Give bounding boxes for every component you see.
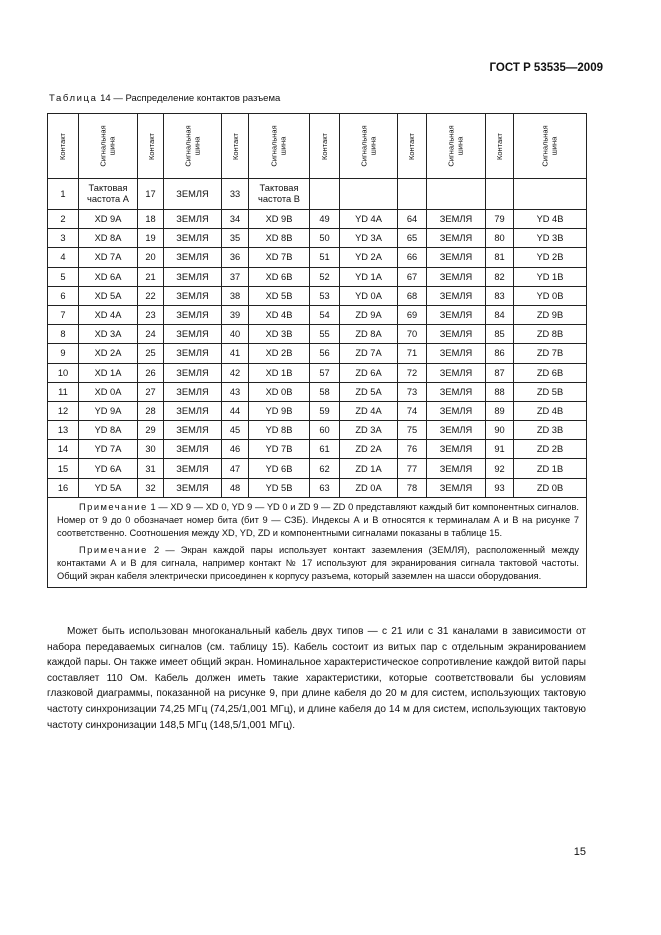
contact-cell: 47 <box>222 459 249 478</box>
signal-cell: YD 7B <box>249 440 310 459</box>
signal-cell: ZD 1A <box>340 459 398 478</box>
contact-cell: 14 <box>48 440 79 459</box>
contact-cell: 89 <box>486 401 514 420</box>
signal-cell: YD 3B <box>514 229 587 248</box>
table-row <box>48 363 587 382</box>
header-contact <box>48 114 79 179</box>
contact-cell: 58 <box>310 382 340 401</box>
signal-cell: ZD 0B <box>514 478 587 497</box>
signal-cell: ZD 7A <box>340 344 398 363</box>
contact-cell: 72 <box>398 363 427 382</box>
contact-cell: 49 <box>310 210 340 229</box>
signal-cell: XD 8A <box>79 229 138 248</box>
signal-cell: ЗЕМЛЯ <box>427 382 486 401</box>
header-signal-bus <box>340 114 398 179</box>
contact-cell: 92 <box>486 459 514 478</box>
contact-cell: 27 <box>138 382 164 401</box>
header-contact <box>486 114 514 179</box>
signal-cell: ЗЕМЛЯ <box>427 478 486 497</box>
signal-cell: ЗЕМЛЯ <box>427 421 486 440</box>
header-signal-bus <box>427 114 486 179</box>
header-contact <box>310 114 340 179</box>
header-signal-bus <box>79 114 138 179</box>
signal-cell: ЗЕМЛЯ <box>164 248 222 267</box>
table-row <box>48 210 587 229</box>
contact-cell <box>486 179 514 210</box>
header-signal-bus <box>514 114 587 179</box>
caption-title: — Распределение контактов разъема <box>113 93 281 104</box>
contact-cell: 39 <box>222 305 249 324</box>
contact-cell: 37 <box>222 267 249 286</box>
signal-cell: ЗЕМЛЯ <box>427 363 486 382</box>
header-contact <box>222 114 249 179</box>
header-signal-bus <box>164 114 222 179</box>
signal-cell: XD 7B <box>249 248 310 267</box>
table-row <box>48 286 587 305</box>
signal-cell: XD 9A <box>79 210 138 229</box>
contact-cell: 11 <box>48 382 79 401</box>
header-label: Сигнальная шина <box>541 125 559 167</box>
contact-cell: 64 <box>398 210 427 229</box>
signal-cell: ЗЕМЛЯ <box>427 305 486 324</box>
contact-cell <box>398 179 427 210</box>
signal-cell: YD 7A <box>79 440 138 459</box>
signal-cell: ЗЕМЛЯ <box>164 267 222 286</box>
signal-cell: XD 7A <box>79 248 138 267</box>
signal-cell: ЗЕМЛЯ <box>164 363 222 382</box>
signal-cell: ZD 5A <box>340 382 398 401</box>
contact-cell: 81 <box>486 248 514 267</box>
contact-cell: 4 <box>48 248 79 267</box>
contact-cell: 21 <box>138 267 164 286</box>
table-row <box>48 229 587 248</box>
table-row <box>48 325 587 344</box>
note-1-label: Примечание <box>79 501 148 512</box>
signal-cell: YD 2B <box>514 248 587 267</box>
contact-cell <box>310 179 340 210</box>
contact-cell: 61 <box>310 440 340 459</box>
table-row <box>48 478 587 497</box>
contact-cell: 85 <box>486 325 514 344</box>
contact-cell: 55 <box>310 325 340 344</box>
signal-cell: YD 9A <box>79 401 138 420</box>
note-2-label: Примечание <box>79 544 148 555</box>
contact-cell: 6 <box>48 286 79 305</box>
contact-cell: 67 <box>398 267 427 286</box>
signal-cell: XD 3B <box>249 325 310 344</box>
signal-cell: ЗЕМЛЯ <box>164 401 222 420</box>
signal-cell: ZD 5B <box>514 382 587 401</box>
signal-cell: ЗЕМЛЯ <box>427 286 486 305</box>
signal-cell: YD 4B <box>514 210 587 229</box>
signal-cell: ЗЕМЛЯ <box>427 325 486 344</box>
signal-cell: XD 0A <box>79 382 138 401</box>
contact-cell: 76 <box>398 440 427 459</box>
contact-cell: 90 <box>486 421 514 440</box>
contact-cell: 80 <box>486 229 514 248</box>
signal-cell: YD 4A <box>340 210 398 229</box>
table-caption <box>49 93 280 104</box>
signal-cell: Тактовая частота А <box>79 179 138 210</box>
header-signal-bus <box>249 114 310 179</box>
contact-cell: 23 <box>138 305 164 324</box>
signal-cell: ЗЕМЛЯ <box>427 459 486 478</box>
signal-cell: XD 4A <box>79 305 138 324</box>
signal-cell: YD 8A <box>79 421 138 440</box>
header-contact <box>138 114 164 179</box>
header-label: Контакт <box>319 132 329 161</box>
caption-prefix: Таблица <box>49 93 98 104</box>
signal-cell: XD 2A <box>79 344 138 363</box>
signal-cell: XD 8B <box>249 229 310 248</box>
signal-cell: ЗЕМЛЯ <box>164 325 222 344</box>
contact-cell: 83 <box>486 286 514 305</box>
contact-cell: 32 <box>138 478 164 497</box>
header-label: Контакт <box>495 132 505 161</box>
contact-cell: 73 <box>398 382 427 401</box>
contact-cell: 87 <box>486 363 514 382</box>
contact-cell: 48 <box>222 478 249 497</box>
signal-cell: ЗЕМЛЯ <box>427 229 486 248</box>
signal-cell: ZD 8A <box>340 325 398 344</box>
page-number: 15 <box>573 846 586 858</box>
contact-cell: 82 <box>486 267 514 286</box>
signal-cell: YD 5A <box>79 478 138 497</box>
signal-cell: ЗЕМЛЯ <box>164 421 222 440</box>
signal-cell: ZD 0A <box>340 478 398 497</box>
signal-cell: ЗЕМЛЯ <box>164 229 222 248</box>
contact-cell: 35 <box>222 229 249 248</box>
signal-cell: ЗЕМЛЯ <box>164 478 222 497</box>
contact-cell: 51 <box>310 248 340 267</box>
signal-cell: ZD 6B <box>514 363 587 382</box>
table-notes <box>48 497 587 587</box>
signal-cell: ZD 7B <box>514 344 587 363</box>
signal-cell: ЗЕМЛЯ <box>164 179 222 210</box>
contact-cell: 41 <box>222 344 249 363</box>
contact-cell: 13 <box>48 421 79 440</box>
signal-cell <box>340 179 398 210</box>
signal-cell: XD 5B <box>249 286 310 305</box>
contact-cell: 75 <box>398 421 427 440</box>
signal-cell: YD 5B <box>249 478 310 497</box>
contact-cell: 86 <box>486 344 514 363</box>
contact-cell: 36 <box>222 248 249 267</box>
contact-cell: 5 <box>48 267 79 286</box>
signal-cell: ЗЕМЛЯ <box>427 267 486 286</box>
signal-cell: ЗЕМЛЯ <box>427 344 486 363</box>
contact-cell: 65 <box>398 229 427 248</box>
note-1 <box>57 501 579 540</box>
contact-cell: 93 <box>486 478 514 497</box>
signal-cell <box>427 179 486 210</box>
contact-cell: 68 <box>398 286 427 305</box>
header-contact <box>398 114 427 179</box>
contact-cell: 57 <box>310 363 340 382</box>
signal-cell: YD 6B <box>249 459 310 478</box>
table-row <box>48 401 587 420</box>
signal-cell: ЗЕМЛЯ <box>164 344 222 363</box>
table-row <box>48 344 587 363</box>
signal-cell: YD 9B <box>249 401 310 420</box>
standard-number: ГОСТ Р 53535—2009 <box>489 62 603 74</box>
table-row <box>48 459 587 478</box>
contact-cell: 88 <box>486 382 514 401</box>
signal-cell: ZD 8B <box>514 325 587 344</box>
signal-cell: ЗЕМЛЯ <box>164 210 222 229</box>
signal-cell: YD 6A <box>79 459 138 478</box>
contact-cell: 50 <box>310 229 340 248</box>
signal-cell: YD 1B <box>514 267 587 286</box>
contact-cell: 79 <box>486 210 514 229</box>
contact-cell: 3 <box>48 229 79 248</box>
signal-cell: ZD 6A <box>340 363 398 382</box>
signal-cell: ZD 4B <box>514 401 587 420</box>
header-label: Сигнальная шина <box>99 125 117 167</box>
contact-cell: 60 <box>310 421 340 440</box>
contact-cell: 18 <box>138 210 164 229</box>
table-header <box>48 114 587 179</box>
table-body <box>48 179 587 498</box>
signal-cell: ЗЕМЛЯ <box>427 440 486 459</box>
contact-cell: 30 <box>138 440 164 459</box>
signal-cell: ЗЕМЛЯ <box>164 382 222 401</box>
contact-cell: 28 <box>138 401 164 420</box>
contact-cell: 59 <box>310 401 340 420</box>
signal-cell: ЗЕМЛЯ <box>164 286 222 305</box>
signal-cell: YD 0B <box>514 286 587 305</box>
signal-cell: ZD 3A <box>340 421 398 440</box>
header-label: Сигнальная шина <box>183 125 202 167</box>
signal-cell: ЗЕМЛЯ <box>427 248 486 267</box>
signal-cell: ЗЕМЛЯ <box>164 305 222 324</box>
contact-cell: 26 <box>138 363 164 382</box>
contact-cell: 17 <box>138 179 164 210</box>
contact-cell: 84 <box>486 305 514 324</box>
table-row <box>48 421 587 440</box>
signal-cell: XD 0B <box>249 382 310 401</box>
contact-cell: 15 <box>48 459 79 478</box>
signal-cell: XD 2B <box>249 344 310 363</box>
signal-cell: ZD 4A <box>340 401 398 420</box>
signal-cell: XD 9B <box>249 210 310 229</box>
contact-cell: 63 <box>310 478 340 497</box>
contact-cell: 10 <box>48 363 79 382</box>
contact-cell: 53 <box>310 286 340 305</box>
contact-cell: 38 <box>222 286 249 305</box>
header-label: Контакт <box>407 132 417 161</box>
signal-cell: ZD 9B <box>514 305 587 324</box>
table-row <box>48 248 587 267</box>
header-label: Сигнальная шина <box>359 125 378 167</box>
signal-cell: XD 5A <box>79 286 138 305</box>
signal-cell: YD 2A <box>340 248 398 267</box>
contact-cell: 24 <box>138 325 164 344</box>
table-row <box>48 382 587 401</box>
contact-cell: 12 <box>48 401 79 420</box>
contact-cell: 56 <box>310 344 340 363</box>
contact-cell: 40 <box>222 325 249 344</box>
caption-number: 14 <box>100 93 111 104</box>
signal-cell <box>514 179 587 210</box>
contact-cell: 78 <box>398 478 427 497</box>
header-row <box>48 114 587 179</box>
signal-cell: XD 1B <box>249 363 310 382</box>
header-label: Контакт <box>58 132 68 161</box>
signal-cell: ZD 3B <box>514 421 587 440</box>
contact-cell: 20 <box>138 248 164 267</box>
contact-cell: 22 <box>138 286 164 305</box>
contact-cell: 54 <box>310 305 340 324</box>
contact-cell: 46 <box>222 440 249 459</box>
contact-cell: 70 <box>398 325 427 344</box>
contact-cell: 16 <box>48 478 79 497</box>
body-paragraph: Может быть использован многоканальный кабель двух типов — с 21 или с 31 каналами в зависимости от набора передаваемых сигналов (см. таблицу 15). Кабель состоит из витых пар с отдельным экранированием каждой пары. Он также имеет общий экран. Номинальное характеристическое сопротивление каждой витой пары составляет 110 Ом. Кабель должен иметь такие характеристики, которые соответствовали бы условиям глазковой диаграммы, показанной на рисунке 9, при длине кабеля до 20 м для систем, использующих тактовую частоту синхронизации 74,25 МГц (74,25/1,001 МГц), и длине кабеля до 14 м для систем, использующих тактовую частоту синхронизации 148,5 МГц (148,5/1,001 МГц). <box>47 626 586 731</box>
signal-cell: XD 1A <box>79 363 138 382</box>
contact-cell: 25 <box>138 344 164 363</box>
signal-cell: ZD 2A <box>340 440 398 459</box>
contact-cell: 62 <box>310 459 340 478</box>
contact-cell: 8 <box>48 325 79 344</box>
signal-cell: XD 6A <box>79 267 138 286</box>
contact-cell: 7 <box>48 305 79 324</box>
contact-cell: 77 <box>398 459 427 478</box>
contact-cell: 91 <box>486 440 514 459</box>
contact-cell: 74 <box>398 401 427 420</box>
signal-cell: ЗЕМЛЯ <box>164 440 222 459</box>
contact-cell: 31 <box>138 459 164 478</box>
signal-cell: ЗЕМЛЯ <box>427 401 486 420</box>
contact-cell: 19 <box>138 229 164 248</box>
table-row <box>48 440 587 459</box>
contact-cell: 52 <box>310 267 340 286</box>
signal-cell: YD 1A <box>340 267 398 286</box>
contact-cell: 43 <box>222 382 249 401</box>
contact-cell: 34 <box>222 210 249 229</box>
contact-cell: 44 <box>222 401 249 420</box>
signal-cell: YD 8B <box>249 421 310 440</box>
signal-cell: ЗЕМЛЯ <box>427 210 486 229</box>
signal-cell: ZD 1B <box>514 459 587 478</box>
signal-cell: YD 3A <box>340 229 398 248</box>
table-row <box>48 179 587 210</box>
contact-cell: 42 <box>222 363 249 382</box>
pin-assignment-table <box>47 113 587 588</box>
contact-cell: 1 <box>48 179 79 210</box>
signal-cell: XD 4B <box>249 305 310 324</box>
header-label: Сигнальная шина <box>447 125 465 167</box>
table-row <box>48 267 587 286</box>
signal-cell: ZD 2B <box>514 440 587 459</box>
contact-cell: 33 <box>222 179 249 210</box>
signal-cell: YD 0A <box>340 286 398 305</box>
header-label: Сигнальная шина <box>270 125 288 167</box>
contact-cell: 66 <box>398 248 427 267</box>
note-2-text: 2 — Экран каждой пары использует контакт заземления (ЗЕМЛЯ), расположенный между контактами А и В для сигнала, например контакт № 17 используют для экранирования сигнала тактовой частоты. Общий экран кабеля электрически присоединен к корпусу разъема, который заземлен на шасси оборудования. <box>57 544 579 581</box>
header-label: Контакт <box>231 132 241 161</box>
signal-cell: ZD 9A <box>340 305 398 324</box>
contact-cell: 45 <box>222 421 249 440</box>
note-1-text: 1 — XD 9 — XD 0, YD 9 — YD 0 и ZD 9 — ZD 0 представляют каждый бит компонентных сигналов. Номер от 9 до 0 обозначает номер бита (бит 9 — СЗБ). Индексы А и В относятся к терминалам А и В на рисунке 7 соответственно. Соотношения между XD, YD, ZD и компонентными сигналами показаны в таблице 15. <box>57 501 579 538</box>
contact-cell: 71 <box>398 344 427 363</box>
signal-cell: ЗЕМЛЯ <box>164 459 222 478</box>
signal-cell: XD 6B <box>249 267 310 286</box>
contact-cell: 69 <box>398 305 427 324</box>
contact-cell: 2 <box>48 210 79 229</box>
table-row <box>48 305 587 324</box>
contact-cell: 29 <box>138 421 164 440</box>
note-2 <box>57 544 579 583</box>
header-label: Контакт <box>147 132 157 161</box>
contact-cell: 9 <box>48 344 79 363</box>
signal-cell: XD 3A <box>79 325 138 344</box>
signal-cell: Тактовая частота В <box>249 179 310 210</box>
